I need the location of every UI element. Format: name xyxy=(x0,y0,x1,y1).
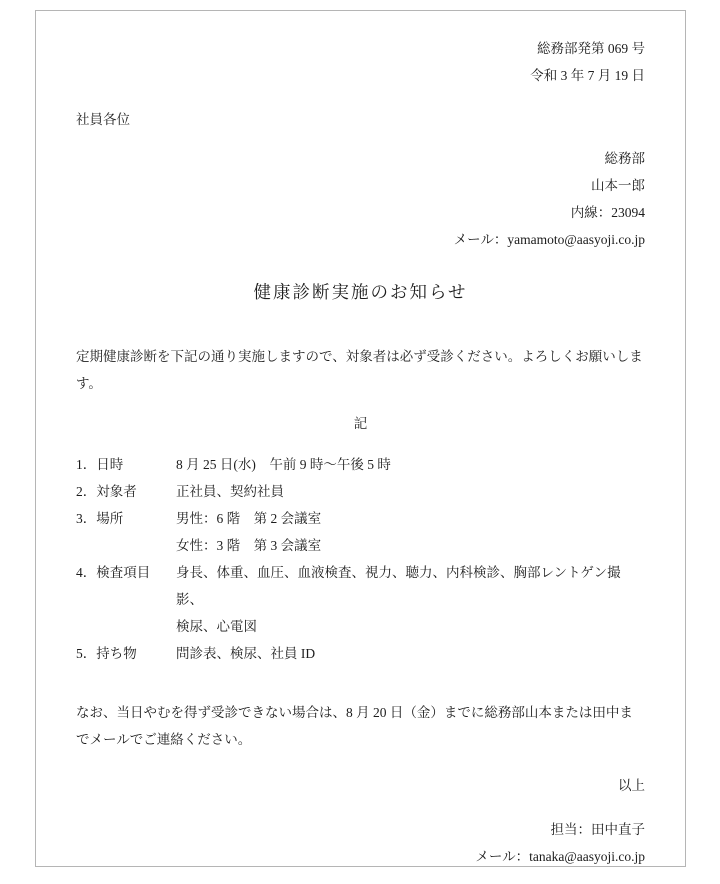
item-label: 1．日時 xyxy=(76,457,124,472)
item-label: 2．対象者 xyxy=(76,484,137,499)
document-number: 総務部発第 069 号 xyxy=(537,41,645,56)
closing-block xyxy=(76,772,645,799)
item-value xyxy=(176,505,645,559)
intro-paragraph xyxy=(76,343,645,397)
sender-department: 総務部 xyxy=(604,151,645,166)
ki-marker xyxy=(76,410,645,437)
intro-text: 定期健康診断を下記の通り実施しますので、対象者は必ず受診ください。よろしくお願いします。 xyxy=(76,349,643,391)
document-border-frame xyxy=(35,10,686,867)
list-item-datetime xyxy=(76,451,645,478)
ki-text: 記 xyxy=(353,416,368,431)
item-value-line: 身長、体重、血圧、血液検査、視力、聴力、内科検診、胸部レントゲン撮影、 xyxy=(176,565,621,607)
list-item-location xyxy=(76,505,645,559)
item-label: 4．検査項目 xyxy=(76,565,151,580)
item-value xyxy=(176,559,645,640)
item-value: 問診表、検尿、社員 ID xyxy=(176,646,316,661)
detail-list xyxy=(76,451,645,667)
note-paragraph xyxy=(76,699,645,753)
closing-text: 以上 xyxy=(618,778,645,793)
recipient-block xyxy=(76,106,645,133)
item-label: 5．持ち物 xyxy=(76,646,137,661)
item-value: 正社員、契約社員 xyxy=(176,484,284,499)
sender-extension: 内線：23094 xyxy=(570,205,645,220)
item-value: 8 月 25 日(水) 午前 9 時～午後 5 時 xyxy=(176,457,391,472)
item-value-line: 検尿、心電図 xyxy=(176,619,257,634)
recipient-label: 社員各位 xyxy=(76,112,130,127)
document-header xyxy=(76,35,645,89)
note-text: なお、当日やむを得ず受診できない場合は、8 月 20 日（金）までに総務部山本または田中までメールでご連絡ください。 xyxy=(76,705,633,747)
sender-email: メール：yamamoto@aasyoji.co.jp xyxy=(453,232,645,247)
contact-block xyxy=(76,816,645,870)
document-date: 令和 3 年 7 月 19 日 xyxy=(530,68,645,83)
sender-block xyxy=(76,145,645,253)
item-label: 3．場所 xyxy=(76,511,124,526)
list-item-exam-items xyxy=(76,559,645,640)
sender-name: 山本一郎 xyxy=(591,178,645,193)
item-value-line: 男性：6 階 第 2 会議室 xyxy=(176,511,322,526)
item-value-line: 女性：3 階 第 3 会議室 xyxy=(176,538,322,553)
list-item-belongings xyxy=(76,640,645,667)
contact-email: メール：tanaka@aasyoji.co.jp xyxy=(475,849,645,864)
document-title: 健康診断実施のお知らせ xyxy=(253,282,468,302)
list-item-target xyxy=(76,478,645,505)
contact-person: 担当：田中直子 xyxy=(550,822,645,837)
